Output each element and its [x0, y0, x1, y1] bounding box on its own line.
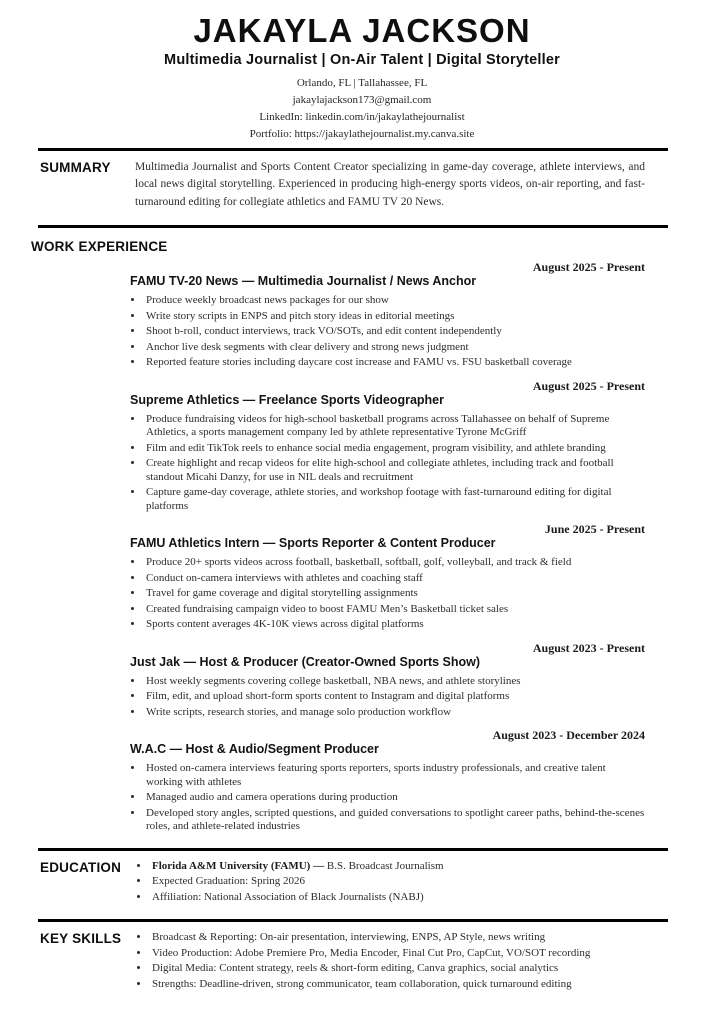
contact-block [0, 75, 724, 143]
job-bullet: • Film, edit, and upload short-form sports content to Instagram and digital platforms [144, 690, 645, 704]
job-bullet: • Conduct on-camera interviews with athletes and coaching staff [144, 572, 645, 586]
job-bullet: • Travel for game coverage and digital storytelling assignments [144, 587, 645, 601]
education-body [135, 859, 645, 906]
skill-item: • Digital Media: Content strategy, reels & short-form editing, Canva graphics, social analytics [150, 961, 645, 977]
education-item-text: B.S. Broadcast Journalism [326, 859, 444, 872]
job-bullet: • Anchor live desk segments with clear delivery and strong news judgment [144, 341, 645, 355]
contact-line: LinkedIn: linkedin.com/in/jakaylathejournalist [259, 110, 465, 123]
job-entry [130, 641, 645, 720]
job-title: FAMU TV-20 News — Multimedia Journalist / News Anchor [130, 274, 477, 289]
education-section [0, 851, 724, 915]
education-heading: EDUCATION [40, 859, 122, 875]
job-entry [130, 522, 645, 632]
job-bullet: • Developed story angles, scripted questions, and guided conversations to spotlight career paths, behind-the-scenes roles, and athlete-related industries [144, 807, 645, 834]
education-item-text: Expected Graduation: Spring 2026 [152, 875, 306, 888]
skill-item: • Broadcast & Reporting: On-air presentation, interviewing, ENPS, AP Style, news writing [150, 930, 645, 946]
job-bullet: • Produce weekly broadcast news packages for our show [144, 294, 645, 308]
contact-line: jakaylajackson173@gmail.com [292, 93, 432, 106]
job-bullet: • Film and edit TikTok reels to enhance social media engagement, program visibility, and athlete branding [144, 442, 645, 456]
job-dates: August 2023 - December 2024 [492, 728, 645, 743]
job-bullet: • Shoot b-roll, conduct interviews, track VO/SOTs, and edit content independently [144, 325, 645, 339]
job-entry [130, 379, 645, 514]
skills-body [135, 930, 645, 992]
job-bullet: • Reported feature stories including daycare cost increase and FAMU vs. FSU basketball coverage [144, 356, 645, 370]
work-section [0, 239, 724, 834]
job-bullet: • Created fundraising campaign video to boost FAMU Men’s Basketball ticket sales [144, 603, 645, 617]
job-title: W.A.C — Host & Audio/Segment Producer [130, 742, 379, 757]
job-bullet: • Create highlight and recap videos for elite high-school and collegiate athletes, including track and football standout Micahi Danzy, for use in NIL deals and recruitment [144, 457, 645, 484]
candidate-tagline: Multimedia Journalist | On-Air Talent | Digital Storyteller [164, 51, 560, 68]
job-title: Supreme Athletics — Freelance Sports Videographer [130, 392, 444, 407]
candidate-name: JAKAYLA JACKSON [193, 12, 531, 49]
job-title: FAMU Athletics Intern — Sports Reporter & Content Producer [130, 536, 496, 551]
divider [38, 225, 668, 228]
job-bullets [130, 413, 645, 514]
job-bullets [130, 556, 645, 632]
skill-item: • Strengths: Deadline-driven, strong communicator, team collaboration, quick turnaround editing [150, 977, 645, 993]
work-heading: WORK EXPERIENCE [31, 239, 168, 255]
contact-line: Portfolio: https://jakaylathejournalist.my.canva.site [249, 127, 475, 140]
job-bullets [130, 762, 645, 834]
job-dates: June 2025 - Present [544, 522, 645, 537]
education-item-bold: Florida A&M University (FAMU) — [152, 859, 325, 872]
job-entry [130, 260, 645, 370]
education-list [135, 859, 645, 906]
job-dates: August 2023 - Present [532, 640, 645, 655]
job-title: Just Jak — Host & Producer (Creator-Owned Sports Show) [130, 654, 481, 669]
job-bullet: • Write scripts, research stories, and manage solo production workflow [144, 706, 645, 720]
education-item [150, 874, 645, 890]
job-bullet: • Host weekly segments covering college basketball, NBA news, and athlete storylines [144, 675, 645, 689]
skills-list [135, 930, 645, 992]
skills-heading: KEY SKILLS [40, 931, 122, 947]
job-bullet: • Sports content averages 4K-10K views across digital platforms [144, 618, 645, 632]
summary-heading: SUMMARY [40, 159, 111, 175]
job-bullets [130, 294, 645, 370]
education-item-text: Affiliation: National Association of Black Journalists (NABJ) [152, 890, 424, 903]
job-dates: August 2025 - Present [532, 378, 645, 393]
contact-line: Orlando, FL | Tallahassee, FL [296, 76, 428, 89]
job-bullet: • Write story scripts in ENPS and pitch story ideas in editorial meetings [144, 310, 645, 324]
job-bullet: • Produce fundraising videos for high-school basketball programs across Tallahassee on behalf of Supreme Athletics, a sports management company led by athlete representative Tyrone McGriff [144, 413, 645, 440]
job-list [130, 260, 645, 834]
skills-section [0, 922, 724, 1001]
job-bullets [130, 675, 645, 720]
job-bullet: • Managed audio and camera operations during production [144, 791, 645, 805]
job-bullet: • Capture game-day coverage, athlete stories, and workshop footage with fast-turnaround editing for digital platforms [144, 486, 645, 513]
skill-item: • Video Production: Adobe Premiere Pro, Media Encoder, Final Cut Pro, CapCut, VO/SOT recording [150, 946, 645, 962]
resume-header [0, 14, 724, 143]
education-item [150, 859, 645, 875]
job-bullet: • Produce 20+ sports videos across football, basketball, softball, golf, volleyball, and track & field [144, 556, 645, 570]
job-bullet: • Hosted on-camera interviews featuring sports reporters, sports industry professionals, and creative talent working with athletes [144, 762, 645, 789]
job-dates: August 2025 - Present [532, 260, 645, 275]
summary-text: Multimedia Journalist and Sports Content Creator specializing in game-day coverage, athlete interviews, and local news digital storytelling. Experienced in producing high-energy sports videos, on-air reporting, and fast-turnaround editing for collegiate athletics and FAMU TV 20 News. [135, 160, 645, 208]
summary-section [0, 151, 724, 221]
job-entry [130, 728, 645, 834]
education-item [150, 890, 645, 906]
